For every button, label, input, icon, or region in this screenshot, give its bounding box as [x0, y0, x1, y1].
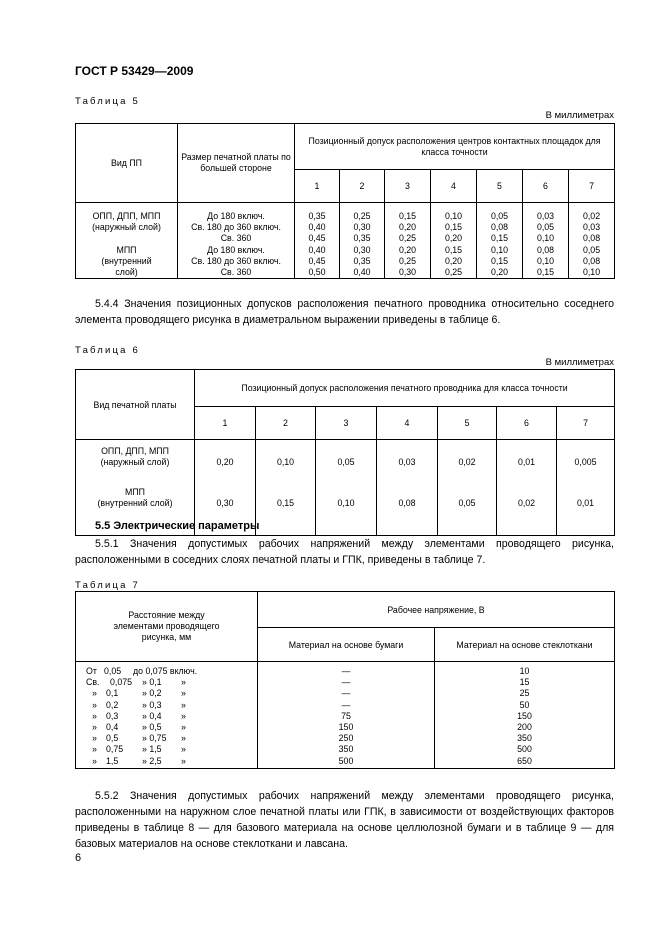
table7-distance-part: » 0,75 — [142, 733, 167, 744]
paragraph-5-5-2-text: 5.5.2 Значения допустимых рабочих напряжений между элементами проводящего рисунка, расположенными на наружном слое печатной платы или ГПК, в зависимости от воздействующих факторов приведены в таблице 8 — для базового материала на основе целлюлозной бумаги и в таблице 9 — для базовых материалов на основе стеклоткани и лавсана. — [75, 790, 614, 850]
table5-value: 0,30 — [398, 266, 417, 277]
table6-value: 0,05 — [337, 457, 355, 467]
table5-value: 0,10 — [490, 244, 509, 255]
table7-distance-part: » — [181, 710, 186, 721]
table5-value: 0,10 — [444, 211, 463, 221]
table5-value: 0,25 — [398, 255, 417, 266]
table7-distance-part: 0,05 — [104, 666, 122, 676]
table7-header-glass: Материал на основе стеклоткани — [435, 628, 615, 662]
table6-type-name: МПП — [125, 487, 145, 497]
paragraph-5-4-4-text: 5.4.4 Значения позиционных допусков расположения печатного проводника относительно соседнего элемента проводящего рисунка в диаметральном выражении приведены в таблице 6. — [75, 298, 614, 326]
table7-distance-part: » — [181, 677, 186, 688]
table6-class-2-header: 2 — [256, 407, 316, 440]
table5-value: 0,10 — [582, 266, 601, 277]
table5-value: 0,40 — [308, 244, 326, 255]
table5-type-line: (наружный слой) — [92, 222, 161, 233]
table5-value: 0,25 — [444, 266, 463, 277]
table7-distance-row — [76, 722, 257, 733]
table5-value: 0,20 — [444, 255, 463, 266]
table5-value: 0,05 — [536, 222, 555, 233]
table7-paper-value: 150 — [338, 721, 354, 732]
table7-distance-part: 0,4 — [106, 722, 119, 732]
table6-header-group: Позиционный допуск расположения печатного проводника для класса точности — [195, 370, 615, 407]
table5-class-4-values — [431, 203, 477, 279]
table7-glass-value: 500 — [517, 744, 532, 755]
table6-type-name: (наружный слой) — [100, 457, 170, 467]
table5-header-group: Позиционный допуск расположения центров контактных площадок для класса точности — [295, 124, 615, 170]
table5-class-1-values — [295, 203, 340, 279]
table6-caption: Таблица 6 — [75, 345, 140, 356]
table7-header-paper: Материал на основе бумаги — [258, 628, 435, 662]
table7-distance-part: » 0,4 — [142, 710, 162, 721]
table6-class-2-values — [256, 440, 316, 536]
table7-header-distance: Расстояние между элементами проводящего рисунка, мм — [76, 592, 258, 662]
table5-size-line: Св. 180 до 360 включ. — [191, 222, 281, 233]
document-id: ГОСТ Р 53429—2009 — [75, 64, 194, 78]
table7-glass-values — [435, 662, 615, 769]
page-number: 6 — [75, 852, 82, 864]
table7-distance-part: » — [181, 733, 186, 744]
table5-value: 0,05 — [490, 211, 509, 221]
table7-glass-value: 15 — [519, 677, 530, 688]
table5-value: 0,08 — [582, 233, 601, 244]
table7-distance-part: 0,075 — [110, 677, 133, 688]
table6-class-4-values — [377, 440, 438, 536]
table5-value: 0,35 — [353, 233, 371, 244]
table5-type-line: ОПП, ДПП, МПП — [92, 211, 161, 221]
table5-value: 0,35 — [353, 255, 371, 266]
table5-value: 0,08 — [536, 244, 555, 255]
table6-class-1-header: 1 — [195, 407, 256, 440]
table5-value: 0,30 — [353, 222, 371, 233]
table5 — [75, 123, 615, 279]
section-5-5-title: 5.5 Электрические параметры — [95, 520, 260, 532]
table7-paper-value: 350 — [338, 744, 354, 755]
table7-glass-value: 650 — [517, 755, 532, 766]
table7-distance-part: » 2,5 — [142, 755, 162, 766]
table5-value: 0,10 — [536, 255, 555, 266]
table7-distance-part: » 1,5 — [142, 744, 162, 755]
table5-value: 0,45 — [308, 233, 326, 244]
table5-class-6-values — [523, 203, 569, 279]
table5-size-line: До 180 включ. — [207, 211, 265, 221]
table5-value: 0,15 — [444, 244, 463, 255]
table5-value: 0,20 — [490, 266, 509, 277]
table7-distance-part: » — [181, 688, 186, 699]
table6-class-3-values — [316, 440, 377, 536]
table7-paper-value: 75 — [341, 710, 351, 721]
table5-header-size: Размер печатной платы по большей стороне — [178, 124, 295, 203]
table5-value: 0,15 — [536, 266, 555, 277]
table5-value: 0,15 — [444, 222, 463, 233]
table6-unit: В миллиметрах — [545, 357, 614, 368]
table7-distance-part: » — [92, 744, 97, 755]
table7-header-voltage: Рабочее напряжение, В — [258, 592, 615, 628]
table5-sizes — [178, 203, 295, 279]
table5-value: 0,15 — [398, 211, 417, 221]
table5-class-7-values — [569, 203, 615, 279]
table7-distance-row — [76, 733, 257, 744]
table6-type-name: (внутренний слой) — [97, 498, 173, 508]
table6-class-4-header: 4 — [377, 407, 438, 440]
table7-paper-value: — — [341, 677, 351, 688]
table7-distance-row — [76, 711, 257, 722]
table7-glass-value: 200 — [517, 721, 532, 732]
table5-class-6-header: 6 — [523, 170, 569, 203]
table7-distance-part: » — [92, 733, 97, 744]
table5-value: 0,50 — [308, 266, 326, 277]
paragraph-5-5-2 — [75, 788, 614, 852]
table7-distance-part: » — [181, 744, 186, 755]
table6-value: 0,30 — [216, 498, 234, 508]
table7-distance-part: 0,3 — [106, 710, 119, 721]
table5-size-line: Св. 360 — [220, 266, 252, 277]
table5-unit: В миллиметрах — [545, 110, 614, 121]
table5-header-type: Вид ПП — [76, 124, 178, 203]
table7-paper-value: — — [341, 699, 351, 710]
table5-size-line: Св. 180 до 360 включ. — [191, 255, 281, 266]
table6-value: 0,02 — [517, 498, 536, 508]
paragraph-5-4-4 — [75, 296, 614, 328]
table5-type-line: слой) — [115, 266, 138, 277]
table7-paper-value: 250 — [338, 733, 354, 744]
table5-types — [76, 203, 178, 279]
paragraph-5-5-1-text: 5.5.1 Значения допустимых рабочих напряжений между элементами проводящего рисунка, расположенными в соседних слоях печатной платы и ГПК, приведены в таблице 7. — [75, 538, 614, 566]
table6-value: 0,15 — [276, 498, 295, 508]
table7-distance-row — [76, 744, 257, 755]
table7-distance-row — [76, 756, 257, 767]
table5-value: 0,25 — [353, 211, 371, 221]
table7-distance-row — [76, 688, 257, 699]
table5-value: 0,30 — [353, 244, 371, 255]
table6-value: 0,01 — [517, 457, 536, 467]
table6-class-7-values — [557, 440, 615, 536]
table6-class-7-header: 7 — [557, 407, 615, 440]
table6-class-5-header: 5 — [438, 407, 497, 440]
table6-header-type: Вид печатной платы — [76, 370, 195, 440]
table5-value: 0,03 — [536, 211, 555, 221]
table5-class-2-header: 2 — [340, 170, 385, 203]
table7-distances — [76, 662, 258, 769]
table7-distance-part: » — [181, 722, 186, 732]
paragraph-5-5-1 — [75, 536, 614, 568]
table6-type-name: ОПП, ДПП, МПП — [101, 446, 169, 456]
table7-distance-part: 0,75 — [106, 744, 124, 755]
table7-distance-part: » — [92, 755, 97, 766]
table7-distance-part: » — [92, 699, 97, 710]
table6-class-6-values — [497, 440, 557, 536]
table5-value: 0,10 — [536, 233, 555, 244]
table6-value: 0,03 — [398, 457, 416, 467]
table5-class-1-header: 1 — [295, 170, 340, 203]
table7-distance-part: » — [181, 755, 186, 766]
table7-distance-part: 0,5 — [106, 733, 119, 744]
table7-distance-part: до 0,075 включ. — [133, 666, 198, 676]
table5-class-5-header: 5 — [477, 170, 523, 203]
table7-paper-value: 500 — [338, 755, 354, 766]
table7-paper-values — [258, 662, 435, 769]
table5-value: 0,40 — [353, 266, 371, 277]
table5-value: 0,03 — [582, 222, 601, 233]
table6-class-5-values — [438, 440, 497, 536]
table6-value: 0,20 — [216, 457, 234, 467]
table7-distance-part: » 0,3 — [142, 699, 162, 710]
table5-value: 0,08 — [490, 222, 509, 233]
table7-glass-value: 10 — [519, 666, 530, 676]
table7-glass-value: 150 — [517, 710, 532, 721]
table7-distance-row — [76, 666, 257, 677]
table5-value: 0,08 — [582, 255, 601, 266]
table6 — [75, 369, 615, 536]
table7-distance-part: От — [86, 666, 97, 676]
table5-class-2-values — [340, 203, 385, 279]
table5-caption: Таблица 5 — [75, 96, 140, 107]
table7-distance-part: 1,5 — [106, 755, 119, 766]
table7-distance-part: Св. — [86, 677, 100, 688]
table5-value: 0,02 — [582, 211, 601, 221]
table5-value: 0,05 — [582, 244, 601, 255]
table7-distance-row — [76, 700, 257, 711]
table7-glass-value: 350 — [517, 733, 532, 744]
table5-value: 0,20 — [398, 244, 417, 255]
table5-value: 0,20 — [398, 222, 417, 233]
table6-value: 0,01 — [576, 498, 595, 508]
table7-distance-part: 0,1 — [106, 688, 119, 699]
table6-class-3-header: 3 — [316, 407, 377, 440]
table5-value: 0,45 — [308, 255, 326, 266]
table6-value: 0,02 — [458, 457, 476, 467]
table5-type-line — [76, 233, 177, 244]
table5-class-4-header: 4 — [431, 170, 477, 203]
table5-type-line: (внутренний — [101, 255, 152, 266]
table7-glass-value: 25 — [519, 688, 530, 699]
table7-paper-value: — — [341, 666, 351, 676]
table7-caption: Таблица 7 — [75, 580, 140, 591]
table6-value: 0,10 — [337, 498, 355, 508]
table5-size-line: Св. 360 — [220, 233, 252, 244]
table6-value: 0,05 — [458, 498, 476, 508]
table5-value: 0,40 — [308, 222, 326, 233]
table5-class-3-values — [385, 203, 431, 279]
table5-value: 0,15 — [490, 233, 509, 244]
table7-distance-part: » — [92, 710, 97, 721]
table7 — [75, 591, 615, 769]
table5-value: 0,20 — [444, 233, 463, 244]
table7-distance-part: » 0,5 — [142, 722, 162, 732]
table7-distance-part: » 0,1 — [142, 677, 162, 688]
table7-distance-row — [76, 677, 257, 688]
table5-class-3-header: 3 — [385, 170, 431, 203]
table6-value: 0,08 — [398, 498, 416, 508]
table5-value: 0,15 — [490, 255, 509, 266]
table7-distance-part: » — [92, 722, 97, 732]
table5-class-5-values — [477, 203, 523, 279]
table6-class-6-header: 6 — [497, 407, 557, 440]
table5-type-line: МПП — [116, 244, 137, 255]
table7-paper-value: — — [341, 688, 351, 699]
table5-value: 0,25 — [398, 233, 417, 244]
table5-size-line: До 180 включ. — [207, 244, 265, 255]
table7-distance-part: » — [181, 699, 186, 710]
table5-value: 0,35 — [308, 211, 326, 221]
table6-value: 0,005 — [574, 457, 597, 467]
table7-distance-part: » 0,2 — [142, 688, 162, 699]
table7-distance-part: 0,2 — [106, 699, 119, 710]
table6-value: 0,10 — [276, 457, 295, 467]
table5-class-7-header: 7 — [569, 170, 615, 203]
table7-distance-part: » — [92, 688, 97, 699]
table7-glass-value: 50 — [519, 699, 530, 710]
